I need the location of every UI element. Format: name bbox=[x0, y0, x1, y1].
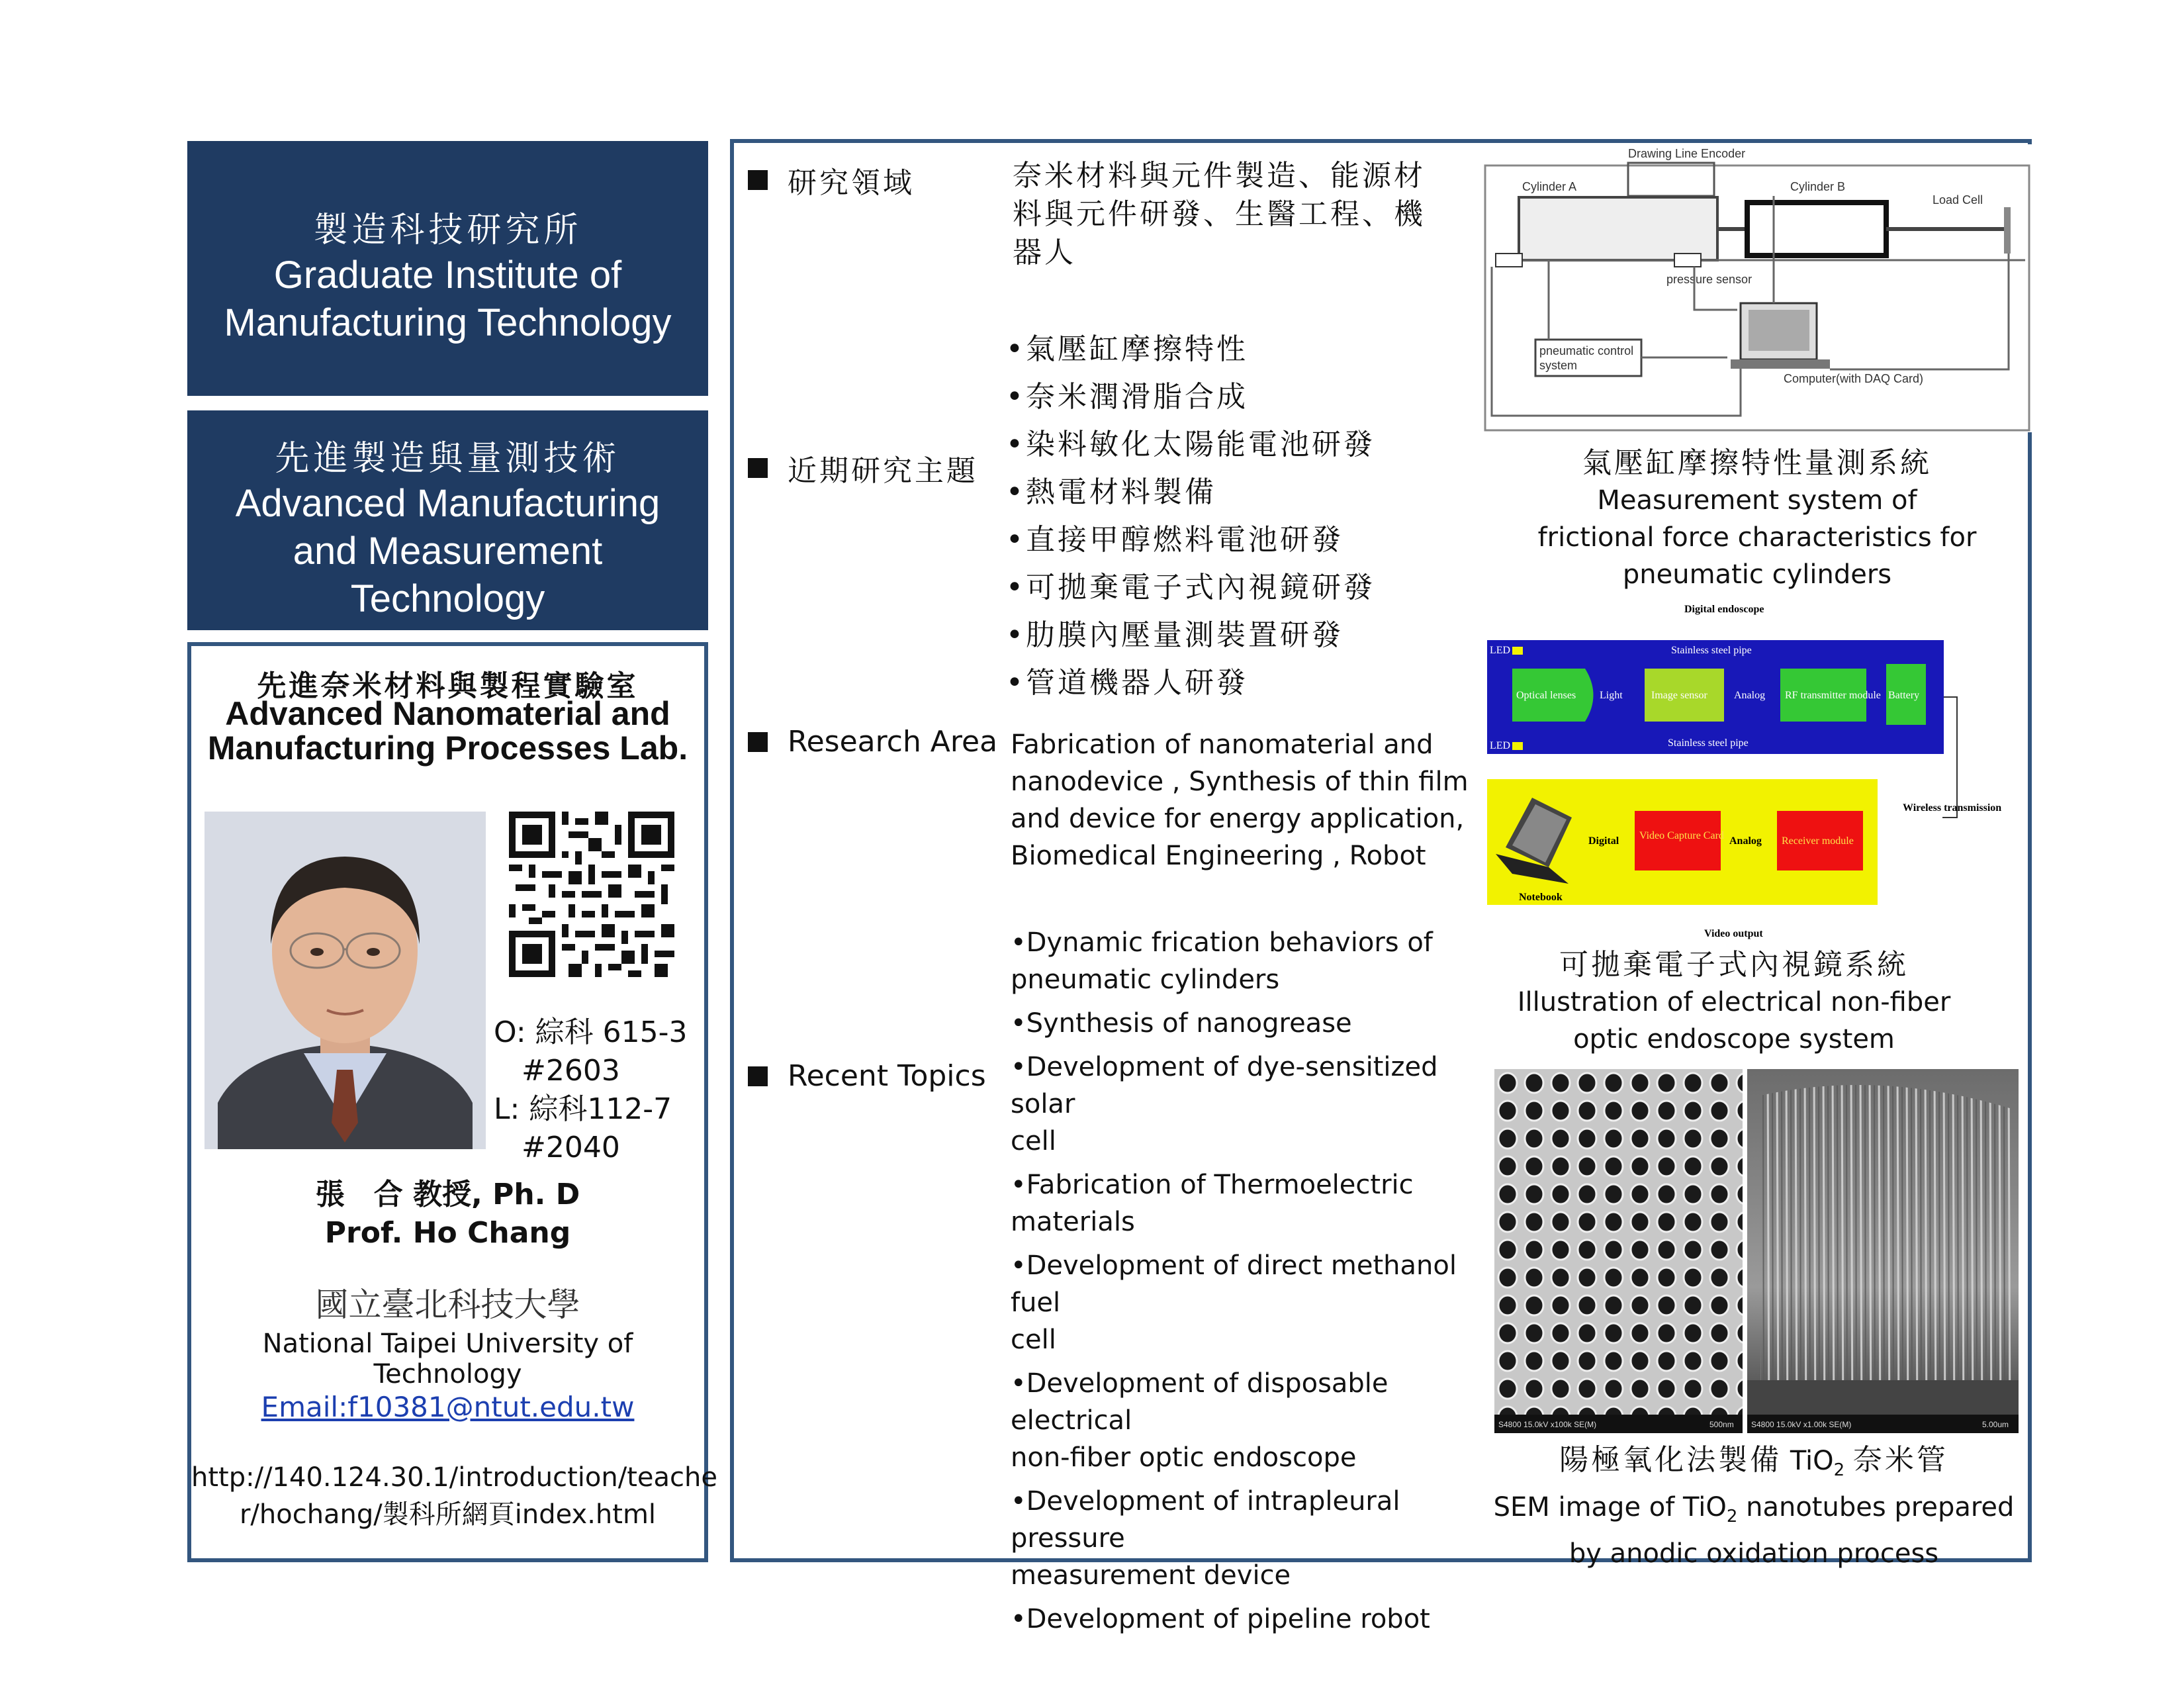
fig2-caption bbox=[1482, 947, 1985, 1058]
university bbox=[191, 1278, 704, 1389]
recent-topics-en bbox=[1011, 924, 1500, 1638]
label-control-2: system bbox=[1539, 359, 1578, 372]
sem-left-scale-bar: 500nm bbox=[1709, 1420, 1734, 1429]
label-pipe-bottom: Stainless steel pipe bbox=[1668, 737, 1749, 749]
fig3-caption-en-2: by anodic oxidation process bbox=[1569, 1538, 1939, 1569]
research-area-label-cjk: 研究領域 bbox=[748, 159, 915, 201]
label-optical: Optical lenses bbox=[1516, 690, 1576, 701]
field-name-cjk: 先進製造與量測技術 bbox=[275, 439, 621, 479]
office-ext: #2603 bbox=[522, 1054, 620, 1088]
homepage-url-2: r/hochang/製科所網頁index.html bbox=[239, 1499, 657, 1530]
label-pressure-sensor: pressure sensor bbox=[1666, 273, 1752, 286]
topic-en-item: •Dynamic frication behaviors of pneumatic cylinders bbox=[1011, 927, 1433, 995]
bullet-square-icon bbox=[748, 732, 768, 752]
research-area-label-en: Research Area bbox=[748, 725, 997, 759]
sem-nanotube-side-image bbox=[1747, 1069, 2019, 1433]
recent-topics-label-cjk: 近期研究主題 bbox=[748, 447, 978, 489]
office-room: O: 綜科 615-3 bbox=[494, 1015, 688, 1049]
label-battery: Battery bbox=[1888, 690, 1920, 701]
label-receiver: Receiver module bbox=[1782, 835, 1854, 847]
label-notebook: Notebook bbox=[1519, 892, 1563, 903]
lab-ext: #2040 bbox=[522, 1131, 620, 1164]
label-control: pneumatic control bbox=[1539, 344, 1634, 357]
topic-cjk-item: •奈米潤滑脂合成 bbox=[1006, 380, 1248, 414]
label-digital-endoscope: Digital endoscope bbox=[1684, 604, 1764, 615]
topic-cjk-item: •管道機器人研發 bbox=[1006, 666, 1248, 700]
recent-topics-cjk bbox=[1006, 326, 1375, 707]
topic-cjk-item: •可拋棄電子式內視鏡研發 bbox=[1006, 571, 1375, 604]
topic-cjk-item: •染料敏化太陽能電池研發 bbox=[1006, 428, 1375, 461]
topic-en-item: •Synthesis of nanogrease bbox=[1011, 1008, 1352, 1039]
professor-name-en: Prof. Ho Chang bbox=[324, 1216, 571, 1250]
fig2-caption-en-2: optic endoscope system bbox=[1573, 1024, 1895, 1055]
label-load-cell: Load Cell bbox=[1933, 193, 1983, 207]
institute-name-cjk: 製造科技研究所 bbox=[313, 211, 582, 250]
lab-name-en-1: Advanced Nanomaterial and bbox=[225, 695, 670, 732]
fig2-caption-cjk: 可拋棄電子式內視鏡系統 bbox=[1559, 948, 1909, 982]
topic-en-item: •Development of pipeline robot bbox=[1011, 1604, 1430, 1634]
fig1-caption-en-1: Measurement system of bbox=[1597, 485, 1917, 516]
homepage-url-1: http://140.124.30.1/introduction/teache bbox=[191, 1462, 717, 1493]
qr-code[interactable] bbox=[509, 812, 674, 977]
institute-name-en-2: Manufacturing Technology bbox=[224, 301, 672, 344]
field-name-en-1: Advanced Manufacturing bbox=[235, 482, 660, 525]
label-pipe-top: Stainless steel pipe bbox=[1671, 645, 1752, 656]
label-light: Light bbox=[1600, 690, 1623, 701]
institute-banner bbox=[187, 141, 708, 396]
endoscope-system-diagram bbox=[1486, 599, 2028, 943]
bullet-square-icon bbox=[748, 1066, 768, 1086]
sem-right-scale-bar: 5.00um bbox=[1982, 1420, 2009, 1429]
measurement-system-diagram bbox=[1482, 144, 2032, 432]
field-name-en-2: and Measurement bbox=[293, 530, 603, 573]
label-cylinder-b: Cylinder B bbox=[1790, 180, 1846, 193]
fig1-caption-en-3: pneumatic cylinders bbox=[1622, 559, 1892, 590]
label-rf: RF transmitter module bbox=[1785, 690, 1881, 701]
fig1-caption bbox=[1482, 445, 2032, 593]
topic-en-item: •Development of disposable electrical non-fiber optic endoscope bbox=[1011, 1368, 1388, 1473]
lab-card bbox=[187, 642, 717, 1562]
label-computer: Computer(with DAQ Card) bbox=[1784, 372, 1924, 385]
fig3-caption bbox=[1489, 1442, 2019, 1572]
topic-cjk-item: •氣壓缸摩擦特性 bbox=[1006, 332, 1248, 366]
label-cylinder-a: Cylinder A bbox=[1522, 180, 1577, 193]
professor-name bbox=[191, 1176, 704, 1252]
lab-room: L: 綜科112-7 bbox=[494, 1092, 672, 1126]
label-led-2: LED bbox=[1490, 740, 1511, 751]
label-capture: Video Capture Card bbox=[1639, 830, 1724, 841]
fig3-caption-en-1: SEM image of TiO$_2$ nanotubes prepared bbox=[1493, 1492, 2015, 1526]
label-video-output: Video output bbox=[1704, 928, 1763, 939]
label-wireless: Wireless transmission bbox=[1903, 802, 2002, 814]
room-info bbox=[494, 1013, 688, 1167]
topic-cjk-item: •熱電材料製備 bbox=[1006, 475, 1216, 509]
topic-en-item: •Development of direct methanol fuel cell bbox=[1011, 1250, 1457, 1355]
sem-nanotube-top-image bbox=[1494, 1069, 1743, 1433]
label-led-1: LED bbox=[1490, 645, 1511, 656]
fig1-caption-cjk: 氣壓缸摩擦特性量測系統 bbox=[1582, 446, 1932, 480]
recent-topics-label-en: Recent Topics bbox=[748, 1059, 986, 1093]
sem-right-scale: S4800 15.0kV x1.00k SE(M) bbox=[1751, 1420, 1852, 1429]
fig3-caption-cjk: 陽極氧化法製備 TiO$_2$ 奈米管 bbox=[1559, 1443, 1948, 1480]
institute-name-en-1: Graduate Institute of bbox=[273, 254, 622, 297]
research-area-cjk: 奈米材料與元件製造、能源材 料與元件研發、生醫工程、機 器人 bbox=[1013, 159, 1426, 269]
fig2-caption-en-1: Illustration of electrical non-fiber bbox=[1517, 987, 1951, 1017]
homepage-url[interactable] bbox=[191, 1459, 717, 1533]
label-encoder: Drawing Line Encoder bbox=[1628, 147, 1746, 160]
bullet-square-icon bbox=[748, 458, 768, 478]
sem-left-scale: S4800 15.0kV x100k SE(M) bbox=[1498, 1420, 1597, 1429]
label-analog-1: Analog bbox=[1734, 690, 1766, 701]
topic-en-item: •Fabrication of Thermoelectric materials bbox=[1011, 1170, 1414, 1237]
university-cjk: 國立臺北科技大學 bbox=[315, 1286, 580, 1324]
lab-name-cjk: 先進奈米材料與製程實驗室 bbox=[257, 669, 639, 703]
fig1-caption-en-2: frictional force characteristics for bbox=[1537, 522, 1977, 553]
label-digital: Digital bbox=[1588, 835, 1619, 847]
topic-en-item: •Development of dye-sensitized solar cell bbox=[1011, 1052, 1438, 1156]
professor-name-cjk: 張 合 教授, Ph. D bbox=[315, 1178, 580, 1211]
bullet-square-icon bbox=[748, 170, 768, 190]
topic-cjk-item: •肋膜內壓量測裝置研發 bbox=[1006, 618, 1343, 652]
lab-name-en-2: Manufacturing Processes Lab. bbox=[207, 729, 688, 767]
professor-portrait bbox=[205, 812, 486, 1149]
field-banner bbox=[187, 410, 708, 630]
research-area-en: Fabrication of nanomaterial and nanodevice , Synthesis of thin film and device for energy application, Biomedical Engineering , Robot bbox=[1011, 729, 1469, 871]
label-analog-2: Analog bbox=[1729, 835, 1762, 847]
email-link[interactable]: Email:f10381@ntut.edu.tw bbox=[261, 1391, 635, 1423]
university-en: National Taipei University of Technology bbox=[262, 1329, 633, 1389]
topic-en-item: •Development of intrapleural pressure measurement device bbox=[1011, 1486, 1400, 1591]
topic-cjk-item: •直接甲醇燃料電池研發 bbox=[1006, 523, 1343, 557]
field-name-en-3: Technology bbox=[350, 577, 545, 620]
label-image-sensor: Image sensor bbox=[1651, 690, 1707, 701]
